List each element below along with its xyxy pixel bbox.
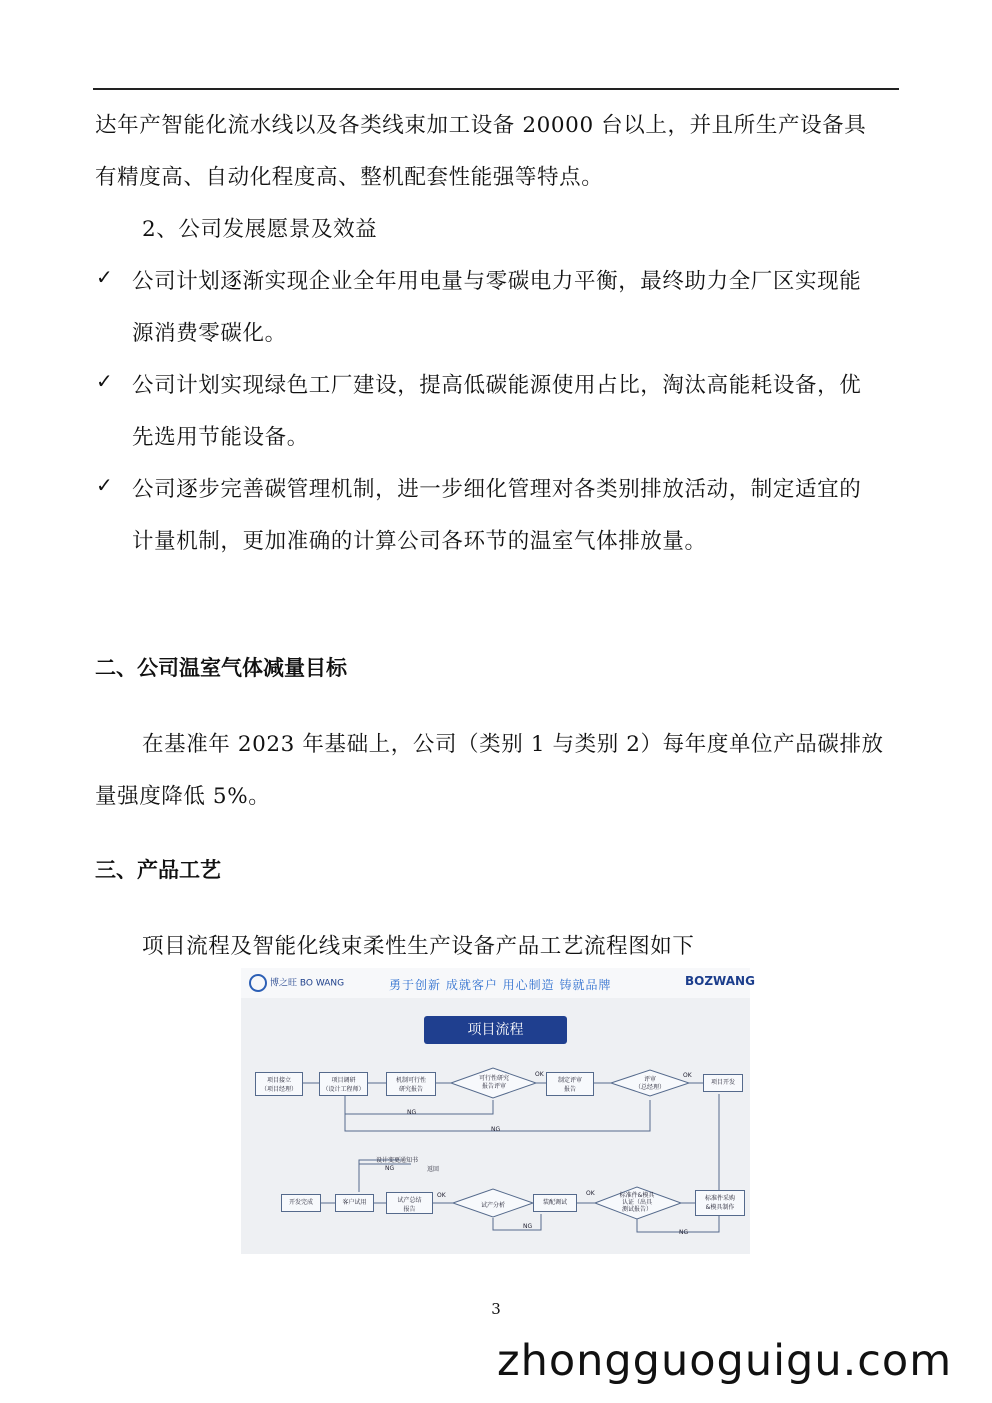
flow-step: 开发完成 [281, 1194, 321, 1212]
design-change-label: 设计变更通知书 [376, 1157, 419, 1164]
ng-label: NG [679, 1229, 689, 1236]
flowchart-title: 项目流程 [424, 1016, 567, 1044]
ng-label: NG [523, 1223, 533, 1230]
ng-label: NG [491, 1126, 501, 1133]
bullet-line: 公司计划逐渐实现企业全年用电量与零碳电力平衡，最终助力全厂区实现能 [132, 269, 862, 294]
process-flowchart-image [241, 968, 755, 1254]
bullet-line: 公司逐步完善碳管理机制，进一步细化管理对各类别排放活动，制定适宜的 [132, 477, 862, 502]
flow-step: 客户试用 [335, 1194, 374, 1212]
paragraph-line: 有精度高、自动化程度高、整机配套性能强等特点。 [95, 165, 604, 190]
section-heading: 三、产品工艺 [95, 858, 221, 882]
ok-label: OK [535, 1071, 544, 1078]
flow-decision: 试产分析 [480, 1202, 505, 1209]
ng-label: NG [407, 1109, 417, 1116]
paragraph-line: 达年产智能化流水线以及各类线束加工设备 20000 台以上，并且所生产设备具 [95, 113, 867, 138]
bullet-line: 计量机制，更加准确的计算公司各环节的温室气体排放量。 [132, 529, 707, 554]
ok-label: OK [586, 1190, 595, 1197]
company-logo: 博之旺 BO WANG [249, 974, 344, 992]
flow-step: 制定评审 报告 [546, 1072, 594, 1096]
back-label: 返回 [427, 1166, 440, 1173]
header-rule [93, 88, 899, 90]
bullet-line: 源消费零碳化。 [132, 321, 287, 346]
bullet-line: 先选用节能设备。 [132, 425, 309, 450]
sub-heading: 2、公司发展愿景及效益 [142, 217, 378, 242]
watermark: zhongguoguigu.com [497, 1336, 953, 1386]
ok-label: OK [683, 1072, 692, 1079]
ok-label: OK [437, 1192, 446, 1199]
bullet-line: 公司计划实现绿色工厂建设，提高低碳能源使用占比，淘汰高能耗设备，优 [132, 373, 862, 398]
flow-step: 项目调研 （设计工程师） [319, 1072, 368, 1096]
flow-step: 装配调试 [533, 1194, 577, 1212]
paragraph-line: 在基准年 2023 年基础上，公司（类别 1 与类别 2）每年度单位产品碳排放 [142, 732, 884, 757]
check-icon: ✓ [96, 473, 113, 497]
flow-step: 标准件采购 &模具制作 [695, 1190, 745, 1216]
flow-decision: 标准件&模具 认证（出具 测试报告） [619, 1192, 655, 1213]
section-heading: 二、公司温室气体减量目标 [95, 656, 347, 680]
flow-step: 项目开发 [703, 1074, 743, 1092]
page-number: 3 [491, 1300, 501, 1318]
flow-step: 机制可行性 研究报告 [386, 1072, 436, 1096]
paragraph-line: 项目流程及智能化线束柔性生产设备产品工艺流程图如下 [142, 934, 695, 959]
ng-label: NG [385, 1165, 395, 1172]
brand-logo: BOZWANG [685, 974, 755, 988]
check-icon: ✓ [96, 265, 113, 289]
check-icon: ✓ [96, 369, 113, 393]
slogan: 勇于创新 成就客户 用心制造 铸就品牌 [389, 978, 612, 992]
flow-decision: 评审 （总经理） [634, 1076, 665, 1091]
flow-decision: 可行性研究 报告评审 [478, 1075, 509, 1090]
flow-step: 项目接立 （项目经理） [255, 1072, 303, 1096]
flow-step: 试产总结 报告 [386, 1192, 433, 1214]
paragraph-line: 量强度降低 5%。 [95, 784, 271, 809]
